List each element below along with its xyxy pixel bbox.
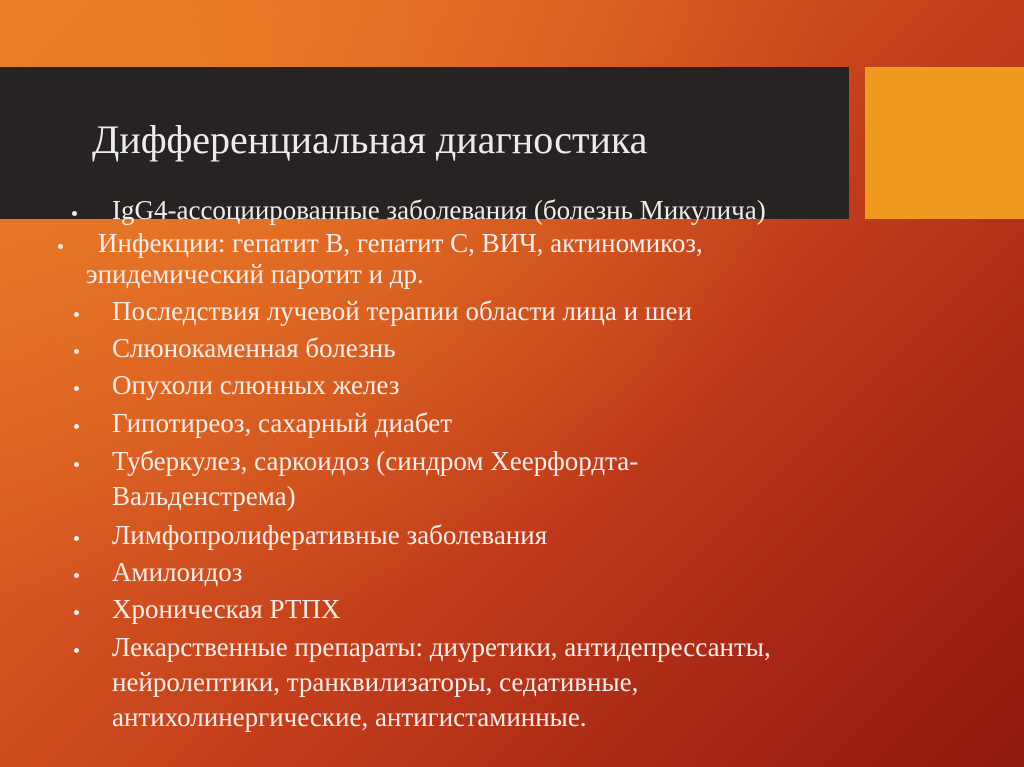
bullet-text: Гипотиреоз, сахарный диабет: [112, 408, 453, 438]
bullet-text: Лекарственные препараты: диуретики, антидепрессанты,: [112, 632, 771, 662]
bullet-dot: [74, 424, 79, 429]
bullet-text: Опухоли слюнных желез: [112, 370, 400, 400]
bullet-text: Туберкулез, саркоидоз (синдром Хеерфордта-: [112, 446, 639, 476]
bullet-text: Слюнокаменная болезнь: [112, 333, 396, 363]
bullet-text: Вальденстрема): [112, 481, 296, 511]
bullet-dot: [74, 573, 79, 578]
bullet-dot: [74, 349, 79, 354]
bullet-dot: [74, 386, 79, 391]
bullet-text: эпидемический паротит и др.: [86, 259, 424, 289]
bullet-dot: [74, 312, 79, 317]
bullet-text: Хроническая РТПХ: [112, 594, 341, 624]
bullet-dot: [74, 610, 79, 615]
bullet-text: Последствия лучевой терапии области лица и шеи: [112, 296, 692, 326]
bullet-dot: [74, 648, 79, 653]
bullet-text: IgG4-ассоциированные заболевания (болезнь Микулича): [112, 195, 766, 225]
bullet-text: Лимфопролиферативные заболевания: [112, 520, 548, 550]
bullet-text: антихолинергические, антигистаминные.: [112, 702, 587, 732]
bullet-dot: [74, 536, 79, 541]
bullet-text: Амилоидоз: [112, 557, 243, 587]
slide-title: Дифференциальная диагностика: [92, 117, 648, 162]
bullet-dot: [58, 244, 63, 249]
bullet-text: нейролептики, транквилизаторы, седативные,: [112, 667, 639, 697]
bullet-dot: [74, 462, 79, 467]
bullet-text: Инфекции: гепатит В, гепатит С, ВИЧ, актиномикоз,: [98, 228, 703, 258]
accent-box: [865, 67, 1024, 219]
